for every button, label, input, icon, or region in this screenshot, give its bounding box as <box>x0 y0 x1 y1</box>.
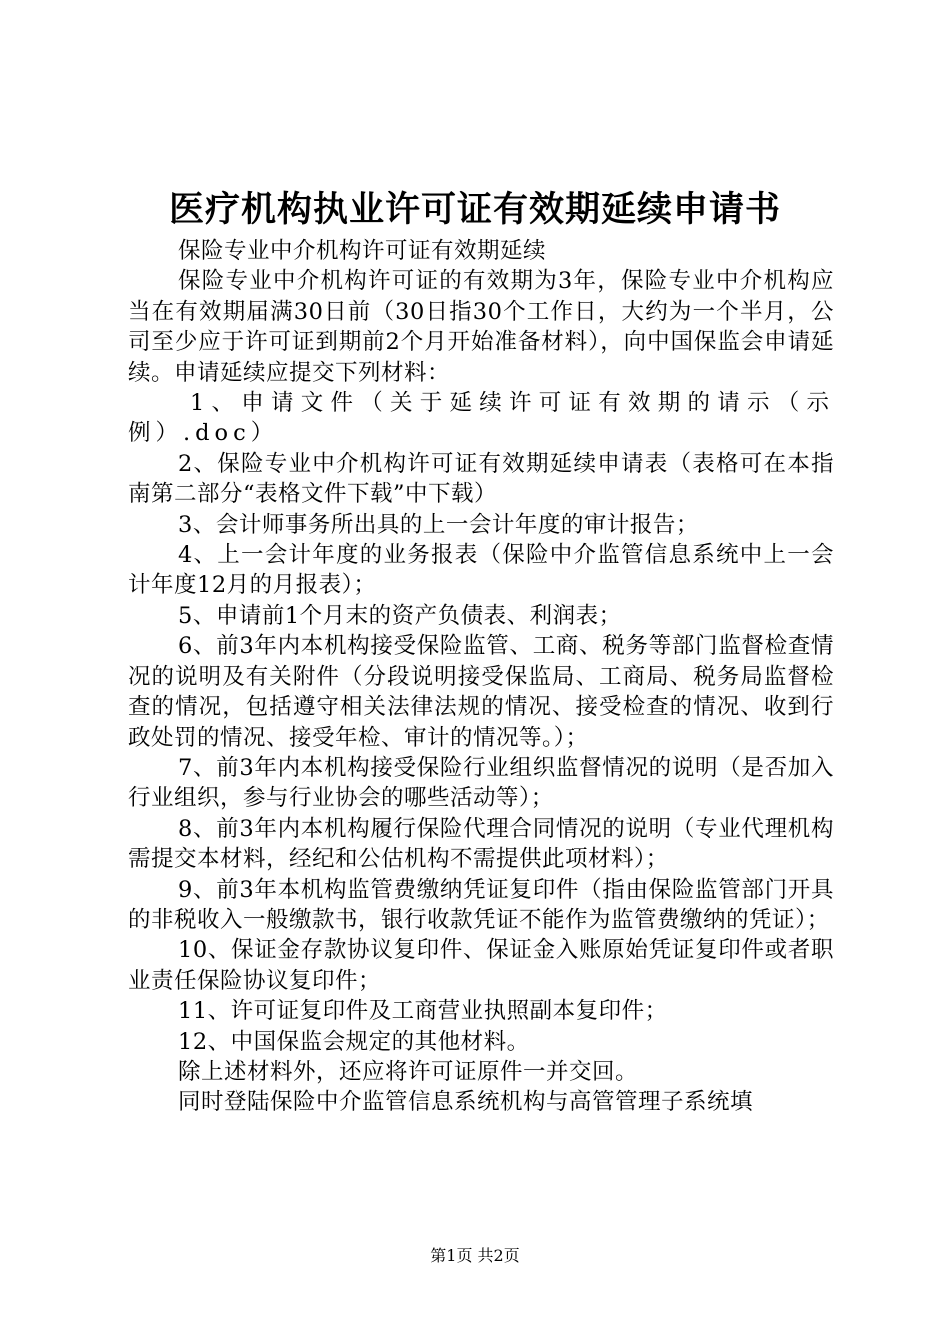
document-title: 医疗机构执业许可证有效期延续申请书 <box>168 189 781 230</box>
list-item-9: 9、前3年本机构监管费缴纳凭证复印件（指由保险监管部门开具的非税收入一般缴款书，银行收款凭证不能作为监管费缴纳的凭证）； <box>128 876 834 933</box>
page-number-footer: 第1页 共2页 <box>430 1246 520 1265</box>
list-item-12: 12、中国保监会规定的其他材料。 <box>178 1028 530 1055</box>
list-item-10: 10、保证金存款协议复印件、保证金入账原始凭证复印件或者职业责任保险协议复印件； <box>128 937 834 994</box>
list-item-2: 2、保险专业中介机构许可证有效期延续申请表（表格可在本指南第二部分“表格文件下载”中下载） <box>128 450 834 508</box>
list-item-1: 1、申请文件（关于延续许可证有效期的请示（示例）.doc） <box>128 390 834 447</box>
paragraph-return-original: 除上述材料外，还应将许可证原件一并交回。 <box>178 1058 639 1085</box>
list-item-11: 11、许可证复印件及工商营业执照副本复印件； <box>178 998 668 1025</box>
list-item-8: 8、前3年内本机构履行保险代理合同情况的说明（专业代理机构需提交本材料，经纪和公估机构不需提供此项材料）； <box>128 815 834 873</box>
list-item-3: 3、会计师事务所出具的上一会计年度的审计报告； <box>178 511 699 538</box>
list-item-7: 7、前3年内本机构接受保险行业组织监督情况的说明（是否加入行业组织，参与行业协会的哪些活动等）； <box>128 754 834 812</box>
list-item-5: 5、申请前1个月末的资产负债表、利润表； <box>178 602 622 629</box>
paragraph-intro: 保险专业中介机构许可证的有效期为3年，保险专业中介机构应当在有效期届满30日前（30日指30个工作日，大约为一个半月，公司至少应于许可证到期前2个月开始准备材料），向中国保监会申请延续。申请延续应提交下列材料： <box>128 268 834 386</box>
list-item-4: 4、上一会计年度的业务报表（保险中介监管信息系统中上一会计年度12月的月报表）； <box>128 542 834 599</box>
document-body <box>128 236 834 1118</box>
paragraph-heading: 保险专业中介机构许可证有效期延续 <box>178 238 547 264</box>
list-item-6: 6、前3年内本机构接受保险监管、工商、税务等部门监督检查情况的说明及有关附件（分段说明接受保监局、工商局、税务局监督检查的情况，包括遵守相关法律法规的情况、接受检查的情况、收到行政处罚的情况、接受年检、审计的情况等。）； <box>128 633 834 751</box>
paragraph-online-system: 同时登陆保险中介监管信息系统机构与高管管理子系统填 <box>178 1089 754 1116</box>
